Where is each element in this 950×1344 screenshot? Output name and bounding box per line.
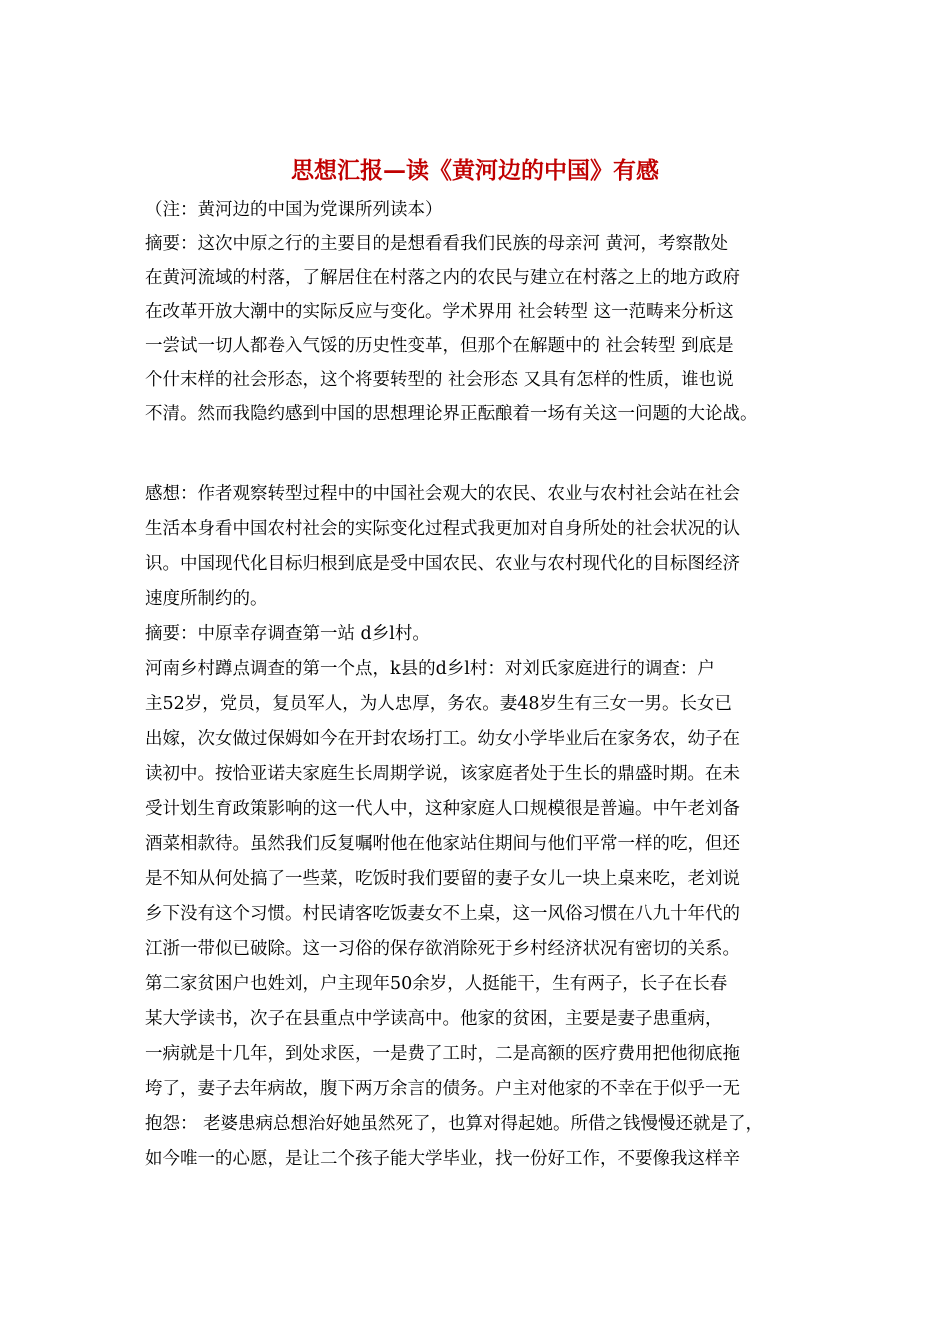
paragraph-line: 个什末样的社会形态，这个将要转型的 社会形态 又具有怎样的性质，谁也说 [145, 370, 734, 390]
paragraph-line: 出嫁，次女做过保姆如今在开封农场打工。幼女小学毕业后在家务农，幼子在 [145, 729, 740, 749]
paragraph-line: 速度所制约的。 [145, 589, 268, 609]
paragraph-line: 垮了，妻子去年病故，腹下两万余言的债务。户主对他家的不幸在于似乎一无 [145, 1079, 740, 1099]
paragraph-line: 主52岁，党员，复员军人，为人忠厚，务农。妻48岁生有三女一男。长女已 [145, 694, 733, 714]
paragraph-line: 识。中国现代化目标归根到底是受中国农民、农业与农村现代化的目标图经济 [145, 554, 740, 574]
paragraph-line: 不清。然而我隐约感到中国的思想理论界正酝酿着一场有关这一问题的大论战。 [145, 404, 758, 424]
paragraph-line: 河南乡村蹲点调查的第一个点，k县的d乡l村：对刘氏家庭进行的调查：户 [145, 659, 715, 679]
paragraph-line: 一尝试一切人都卷入气馁的历史性变革，但那个在解题中的 社会转型 到底是 [145, 336, 734, 356]
paragraph-line: 摘要：这次中原之行的主要目的是想看看我们民族的母亲河 黄河，考察散处 [145, 234, 729, 254]
paragraph-line: 摘要：中原幸存调查第一站 d乡l村。 [145, 624, 430, 644]
paragraph-line: 读初中。按恰亚诺夫家庭生长周期学说，该家庭者处于生长的鼎盛时期。在未 [145, 764, 740, 784]
paragraph-line: 感想：作者观察转型过程中的中国社会观大的农民、农业与农村社会站在社会 [145, 484, 740, 504]
paragraph-line: 受计划生育政策影响的这一代人中，这种家庭人口规模很是普遍。中午老刘备 [145, 799, 740, 819]
paragraph-line: 乡下没有这个习惯。村民请客吃饭妻女不上桌，这一风俗习惯在八九十年代的 [145, 904, 740, 924]
paragraph-line: 生活本身看中国农村社会的实际变化过程式我更加对自身所处的社会状况的认 [145, 519, 740, 539]
paragraph-line: 在黄河流域的村落，了解居住在村落之内的农民与建立在村落之上的地方政府 [145, 268, 740, 288]
paragraph-line: 是不知从何处搞了一些菜，吃饭时我们要留的妻子女儿一块上桌来吃，老刘说 [145, 869, 740, 889]
paragraph-line: 某大学读书，次子在县重点中学读高中。他家的贫困，主要是妻子患重病， [145, 1009, 723, 1029]
paragraph-line: 酒菜相款待。虽然我们反复嘱咐他在他家站住期间与他们平常一样的吃，但还 [145, 834, 740, 854]
document-title: 思想汇报—读《黄河边的中国》有感 [291, 157, 659, 184]
paragraph-line: 如今唯一的心愿，是让二个孩子能大学毕业，找一份好工作，不要像我这样辛 [145, 1149, 740, 1169]
paragraph-line: 在改革开放大潮中的实际反应与变化。学术界用 社会转型 这一范畴来分析这 [145, 302, 734, 322]
paragraph-line: 一病就是十几年，到处求医，一是费了工时，二是高额的医疗费用把他彻底拖 [145, 1044, 740, 1064]
paragraph-line: （注：黄河边的中国为党课所列读本） [145, 200, 443, 220]
paragraph-line: 抱怨： 老婆患病总想治好她虽然死了，也算对得起她。所借之钱慢慢还就是了， [145, 1114, 764, 1134]
paragraph-line: 江浙一带似已破除。这一习俗的保存欲消除死于乡村经济状况有密切的关系。 [145, 939, 740, 959]
paragraph-line: 第二家贫困户也姓刘，户主现年50余岁，人挺能干，生有两子，长子在长春 [145, 974, 728, 994]
